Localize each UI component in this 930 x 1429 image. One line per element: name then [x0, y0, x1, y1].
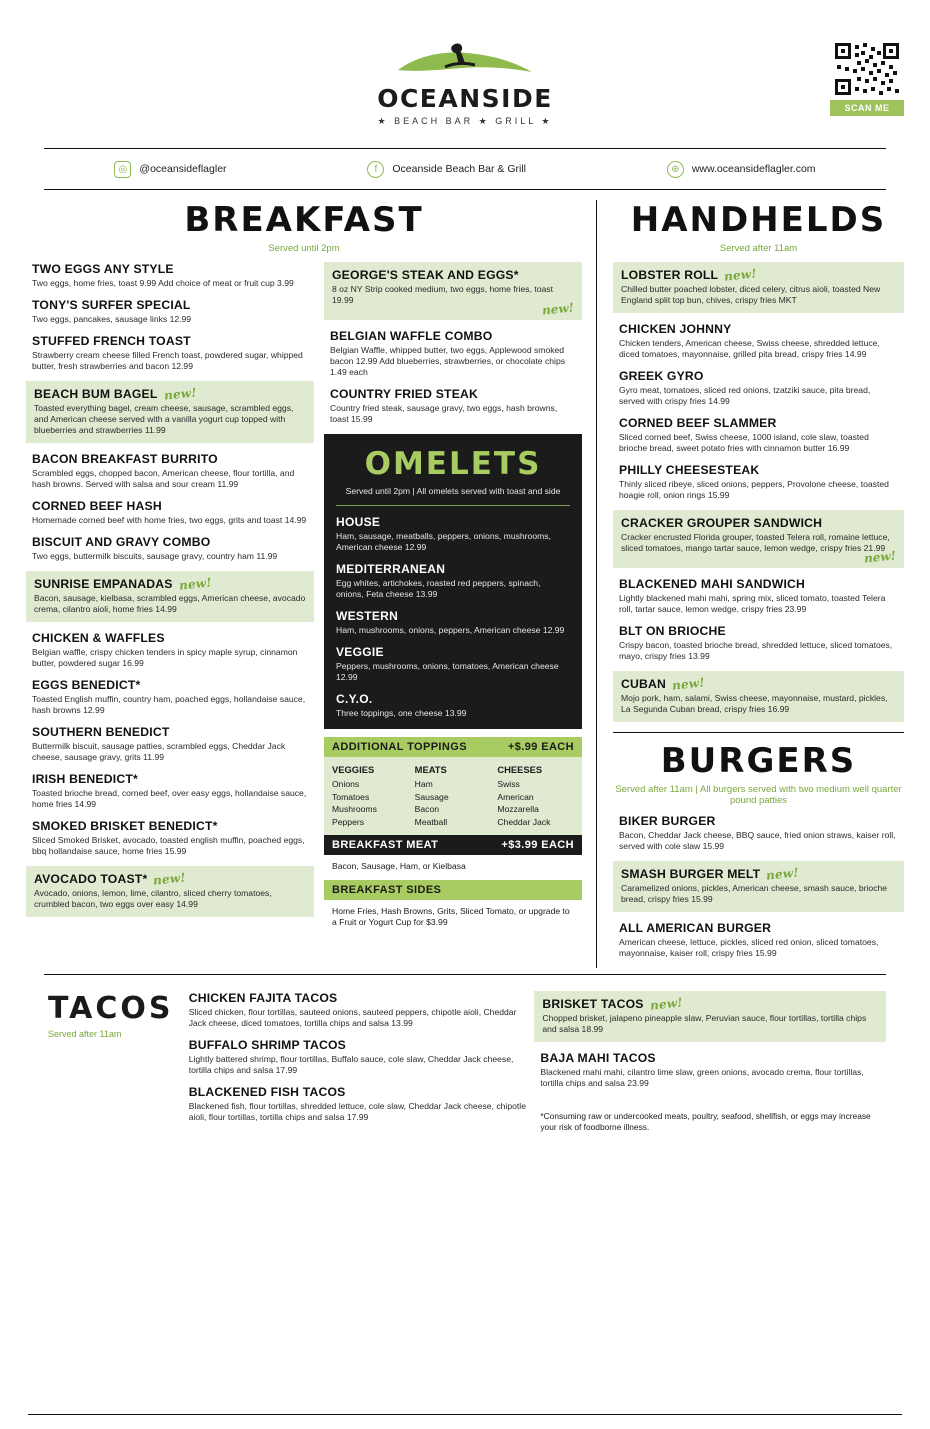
item-desc: Chicken tenders, American cheese, Swiss cheese, shredded lettuce, diced tomatoes, mayonnaise, grilled pita bread, crispy fries 14.99 — [619, 338, 880, 359]
item-desc: Chilled butter poached lobster, diced celery, citrus aioli, toasted New England split top bun, chives, crispy fries MKT — [621, 284, 881, 305]
menu-item — [26, 725, 314, 763]
item-desc: Egg whites, artichokes, roasted red peppers, spinach, onions, Feta cheese 13.99 — [336, 578, 541, 600]
toppings-grid — [324, 757, 582, 835]
group-item: Meatball — [414, 816, 448, 827]
group-item: Mozzarella — [497, 804, 539, 815]
menu-item — [613, 814, 904, 852]
menu-item — [183, 991, 535, 1029]
item-desc: Lightly blackened mahi mahi, spring mix, sliced tomato, toasted Telera roll, tartar sauce, lemon wedge, crispy fries 23.99 — [619, 593, 886, 614]
social-website-text: www.oceansideflagler.com — [691, 163, 816, 175]
handhelds-subtitle: Served after 11am — [719, 243, 798, 254]
item-name: CRACKER GROUPER SANDWICH — [621, 516, 823, 530]
globe-icon: ⊕ — [667, 161, 684, 178]
tacos-section — [44, 974, 886, 1134]
item-desc: Bacon, sausage, kielbasa, scrambled eggs, American cheese, avocado crema, cilantro aioli, home fries 14.99 — [34, 593, 306, 614]
item-desc: Two eggs, pancakes, sausage links 12.99 — [32, 314, 192, 324]
omelets-section — [324, 434, 582, 729]
item-desc: Mojo pork, ham, salami, Swiss cheese, mayonnaise, mustard, pickles, La Segunda Cuban bread, crispy fries 16.99 — [621, 693, 888, 714]
item-name: ALL AMERICAN BURGER — [619, 921, 772, 935]
item-name: BAJA MAHI TACOS — [540, 1051, 656, 1065]
item-name: CUBAN — [621, 677, 667, 691]
qr-code-block[interactable] — [830, 38, 904, 116]
menu-item — [26, 452, 314, 490]
bottom-rule — [28, 1414, 902, 1415]
item-name: GREEK GYRO — [619, 369, 704, 383]
logo — [16, 40, 914, 127]
group-item: Bacon — [414, 804, 440, 815]
item-desc: Toasted English muffin, country ham, poached eggs, hollandaise sauce, hash browns 12.99 — [32, 694, 306, 715]
item-desc: Belgian Waffle, whipped butter, two eggs, Applewood smoked bacon 12.99 Add blueberries, strawberries, or chocolate chips 1.49 each — [330, 345, 566, 377]
breakfast-subtitle: Served until 2pm — [268, 243, 340, 254]
item-desc: Sliced chicken, flour tortillas, sauteed onions, sauteed peppers, chipotle aioli, Cheddar Jack cheese, diced tomatoes, tortilla chips and salsa 13.99 — [188, 1007, 517, 1028]
item-desc: Two eggs, home fries, toast 9.99 Add choice of meat or fruit cup 3.99 — [32, 278, 294, 288]
menu-item — [26, 381, 314, 443]
item-name: SMASH BURGER MELT — [621, 867, 761, 881]
group-item: Sausage — [414, 791, 449, 802]
item-name: CORNED BEEF HASH — [32, 499, 162, 513]
menu-item — [613, 510, 904, 568]
breakfast-col-b — [324, 262, 582, 935]
omelet-item — [336, 515, 570, 553]
new-badge: new! — [177, 575, 213, 593]
qr-scan-label: SCAN ME — [830, 100, 904, 116]
item-name: GEORGE'S STEAK AND EGGS* — [332, 268, 519, 282]
item-desc: Sliced corned beef, Swiss cheese, 1000 island, cole slaw, toasted brioche bread, sweet potato fries with cinnamon butter 16.99 — [619, 432, 869, 453]
item-desc: Strawberry cream cheese filled French toast, powdered sugar, whipped butter, fresh strawberries and bacon 12.99 — [32, 350, 303, 371]
group-item: Cheddar Jack — [497, 816, 551, 827]
item-desc: Belgian waffle, crispy chicken tenders in spicy maple syrup, cinnamon butter, powdered sugar 16.99 — [32, 647, 298, 668]
breakfast-column — [26, 200, 597, 968]
item-name: PHILLY CHEESESTEAK — [619, 463, 760, 477]
item-name: BUFFALO SHRIMP TACOS — [188, 1038, 346, 1052]
brand-tagline: ★ BEACH BAR ★ GRILL ★ — [377, 116, 553, 126]
menu-item — [26, 535, 314, 562]
item-name: CHICKEN JOHNNY — [619, 322, 732, 336]
handhelds-title: HANDHELDS — [630, 200, 887, 240]
omelets-title: OMELETS — [364, 446, 542, 482]
menu-item — [26, 262, 314, 289]
item-desc: Ham, sausage, meatballs, peppers, onions, mushrooms, American cheese 12.99 — [336, 531, 551, 553]
toppings-price: +$.99 EACH — [507, 741, 574, 754]
toppings-group-meats — [415, 764, 492, 828]
menu-item — [26, 678, 314, 716]
item-desc: Cracker encrusted Florida grouper, toasted Telera roll, romaine lettuce, sliced tomatoes, mango tartar sauce, lemon wedge, crispy fries 21.99 — [621, 532, 890, 553]
new-badge: new! — [765, 865, 800, 883]
item-desc: Avocado, onions, lemon, lime, cilantro, sliced cherry tomatoes, crumbled bacon, two eggs over easy 14.99 — [34, 888, 272, 909]
social-facebook[interactable] — [367, 161, 526, 178]
menu-item — [26, 819, 314, 857]
disclaimer: *Consuming raw or undercooked meats, poultry, seafood, shellfish, or eggs may increase your risk of foodborne illness. — [540, 1111, 871, 1133]
qr-code-icon — [830, 38, 904, 100]
item-desc: Homemade corned beef with home fries, two eggs, grits and toast 14.99 — [32, 515, 307, 525]
group-item: Tomatoes — [332, 791, 370, 802]
item-desc: Two eggs, buttermilk biscuits, sausage gravy, country ham 11.99 — [32, 551, 278, 561]
omelet-item — [336, 609, 570, 636]
group-item: Peppers — [332, 816, 365, 827]
omelet-item — [336, 645, 570, 683]
group-item: Mushrooms — [332, 804, 377, 815]
omelet-item — [336, 692, 570, 719]
new-badge: new! — [152, 870, 187, 888]
header — [16, 14, 914, 134]
item-name: COUNTRY FRIED STEAK — [330, 387, 479, 401]
item-name: CHICKEN FAJITA TACOS — [188, 991, 338, 1005]
tacos-col-b — [534, 991, 886, 1134]
wave-surfer-logo-icon — [390, 40, 540, 82]
social-bar — [44, 148, 886, 190]
item-name: MEDITERRANEAN — [336, 562, 446, 577]
item-desc: Chopped brisket, jalapeno pineapple slaw, Peruvian sauce, flour tortillas, tortilla chips and salsa 18.99 — [542, 1013, 867, 1034]
menu-item — [26, 772, 314, 810]
group-item: Onions — [332, 779, 360, 790]
new-badge: new! — [671, 675, 706, 693]
item-name: SMOKED BRISKET BENEDICT* — [32, 819, 218, 833]
burgers-subtitle: Served after 11am | All burgers served with two medium well quarter pound patties — [615, 784, 902, 806]
item-desc: Caramelized onions, pickles, American cheese, smash sauce, brioche bread, crispy fries 15.99 — [621, 883, 888, 904]
breakfast-meat-header — [324, 835, 582, 855]
breakfast-title: BREAKFAST — [184, 200, 424, 240]
tacos-subtitle: Served after 11am — [48, 1029, 122, 1039]
group-item: Ham — [414, 779, 433, 790]
item-name: SOUTHERN BENEDICT — [32, 725, 170, 739]
item-desc: Scrambled eggs, chopped bacon, American cheese, flour tortilla, and hash browns. Served with salsa and sour cream 11.99 — [32, 468, 295, 489]
item-name: CORNED BEEF SLAMMER — [619, 416, 777, 430]
sides-label: BREAKFAST SIDES — [332, 884, 442, 897]
item-name: SUNRISE EMPANADAS — [34, 577, 173, 591]
group-head: MEATS — [414, 764, 447, 776]
brand-name: OCEANSIDE — [377, 84, 553, 113]
item-desc: Peppers, mushrooms, onions, tomatoes, American cheese 12.99 — [336, 661, 559, 683]
omelets-subtitle: Served until 2pm | All omelets served with toast and side — [336, 486, 570, 506]
item-desc: Ham, mushrooms, onions, peppers, American cheese 12.99 — [336, 625, 565, 636]
tacos-heading — [44, 991, 183, 1134]
item-name: BACON BREAKFAST BURRITO — [32, 452, 218, 466]
menu-item — [613, 671, 904, 722]
item-name: C.Y.O. — [336, 692, 373, 707]
menu-item — [613, 861, 904, 912]
item-name: VEGGIE — [336, 645, 384, 660]
toppings-label: ADDITIONAL TOPPINGS — [332, 741, 467, 754]
menu-columns — [16, 200, 914, 968]
item-name: TONY'S SURFER SPECIAL — [32, 298, 191, 312]
item-desc: Toasted brioche bread, corned beef, over easy eggs, hollandaise sauce, home fries 14.99 — [32, 788, 307, 809]
item-name: BELGIAN WAFFLE COMBO — [330, 329, 493, 343]
item-name: IRISH BENEDICT* — [32, 772, 138, 786]
item-name: AVOCADO TOAST* — [34, 872, 148, 886]
menu-item — [183, 1085, 535, 1123]
item-desc: Thinly sliced ribeye, sliced onions, peppers, Provolone cheese, toasted hoagie roll, onion rings 15.99 — [619, 479, 889, 500]
new-badge: new! — [863, 548, 897, 566]
omelet-item — [336, 562, 570, 600]
menu-item — [613, 463, 904, 501]
tacos-title: TACOS — [48, 991, 174, 1026]
breakfast-meat-text: Bacon, Sausage, Ham, or Kielbasa — [324, 855, 582, 878]
new-badge: new! — [162, 385, 197, 403]
new-badge: new! — [541, 300, 575, 318]
item-name: EGGS BENEDICT* — [32, 678, 141, 692]
item-desc: Blackened fish, flour tortillas, shredded lettuce, cole slaw, Cheddar Jack cheese, chipotle aioli, flour tortillas, tortilla chips and salsa 17.99 — [188, 1101, 526, 1122]
facebook-icon: f — [367, 161, 384, 178]
item-name: BLT ON BRIOCHE — [619, 624, 726, 638]
item-name: TWO EGGS ANY STYLE — [32, 262, 174, 276]
item-desc: Sliced Smoked Brisket, avocado, toasted english muffin, poached eggs, bbq hollandaise sauce, home fries 15.99 — [32, 835, 305, 856]
item-name: CHICKEN & WAFFLES — [32, 631, 165, 645]
menu-item — [26, 298, 314, 325]
breakfast-col-a — [26, 262, 314, 935]
menu-item — [26, 866, 314, 917]
menu-item — [613, 624, 904, 662]
instagram-icon: ◎ — [114, 161, 131, 178]
item-name: LOBSTER ROLL — [621, 268, 719, 282]
additional-toppings-header — [324, 737, 582, 757]
menu-item — [183, 1038, 535, 1076]
social-instagram[interactable] — [114, 161, 226, 178]
item-desc: Buttermilk biscuit, sausage patties, scrambled eggs, Cheddar Jack cheese, sausage gravy, grits 11.99 — [32, 741, 286, 762]
menu-item — [324, 387, 582, 425]
item-name: BIKER BURGER — [619, 814, 716, 828]
breakfast-sides-text: Home Fries, Hash Browns, Grits, Sliced Tomato, or upgrade to a Fruit or Yogurt Cup for $3.99 — [324, 900, 582, 934]
menu-item — [324, 262, 582, 320]
section-divider — [613, 732, 904, 733]
item-desc: Bacon, Cheddar Jack cheese, BBQ sauce, fried onion straws, kaiser roll, served with cole slaw 15.99 — [619, 830, 896, 851]
group-item: Swiss — [497, 779, 520, 790]
menu-item — [26, 571, 314, 622]
social-facebook-text: Oceanside Beach Bar & Grill — [392, 163, 527, 175]
item-name: BLACKENED MAHI SANDWICH — [619, 577, 806, 591]
menu-item — [613, 921, 904, 959]
item-name: BISCUIT AND GRAVY COMBO — [32, 535, 211, 549]
menu-item — [324, 329, 582, 378]
handhelds-column — [597, 200, 904, 968]
menu-item — [26, 499, 314, 526]
item-name: STUFFED FRENCH TOAST — [32, 334, 191, 348]
new-badge: new! — [648, 995, 684, 1013]
toppings-group-cheeses — [497, 764, 574, 828]
item-desc: Blackened mahi mahi, cilantro lime slaw, green onions, avocado crema, flour tortillas, tortilla chips and salsa 23.99 — [540, 1067, 864, 1088]
group-head: CHEESES — [497, 764, 543, 776]
item-desc: Three toppings, one cheese 13.99 — [336, 708, 467, 719]
item-desc: Toasted everything bagel, cream cheese, sausage, scrambled eggs, and American cheese served with a vanilla yogurt cup topped with blueberries and strawberries 11.99 — [34, 403, 294, 435]
breakfast-sides-header — [324, 880, 582, 900]
item-name: BRISKET TACOS — [542, 997, 644, 1011]
toppings-group-veggies — [332, 764, 409, 828]
menu-item — [613, 369, 904, 407]
item-desc: Lightly battered shrimp, flour tortillas, Buffalo sauce, cole slaw, Cheddar Jack cheese, tortilla chips and salsa 17.99 — [188, 1054, 514, 1075]
item-desc: 8 oz NY Strip cooked medium, two eggs, home fries, toast 19.99 — [332, 284, 553, 305]
item-desc: Crispy bacon, toasted brioche bread, shredded lettuce, sliced tomatoes, mayo, crispy fries 13.99 — [619, 640, 893, 661]
item-desc: Country fried steak, sausage gravy, two eggs, hash browns, toast 15.99 — [330, 403, 558, 424]
menu-item — [613, 577, 904, 615]
item-name: HOUSE — [336, 515, 381, 530]
item-name: BLACKENED FISH TACOS — [188, 1085, 346, 1099]
group-head: VEGGIES — [332, 764, 375, 776]
item-name: WESTERN — [336, 609, 399, 624]
group-item: American — [497, 791, 534, 802]
burgers-title: BURGERS — [660, 741, 857, 781]
item-desc: Gyro meat, tomatoes, sliced red onions, tzatziki sauce, pita bread, served with crispy fries 14.99 — [619, 385, 871, 406]
social-website[interactable] — [667, 161, 816, 178]
menu-item — [613, 262, 904, 313]
meat-label: BREAKFAST MEAT — [332, 838, 439, 851]
tacos-col-a — [183, 991, 535, 1134]
item-name: BEACH BUM BAGEL — [34, 387, 158, 401]
menu-item — [613, 322, 904, 360]
new-badge: new! — [723, 266, 758, 284]
menu-item — [534, 1051, 886, 1089]
menu-item — [26, 631, 314, 669]
menu-item — [26, 334, 314, 372]
social-instagram-text: @oceansideflagler — [139, 163, 227, 175]
menu-item — [613, 416, 904, 454]
menu-item — [534, 991, 886, 1042]
item-desc: American cheese, lettuce, pickles, sliced red onion, sliced tomatoes, mayonnaise, kaiser roll, crispy fries 15.99 — [619, 937, 879, 958]
meat-price: +$3.99 EACH — [501, 838, 574, 851]
